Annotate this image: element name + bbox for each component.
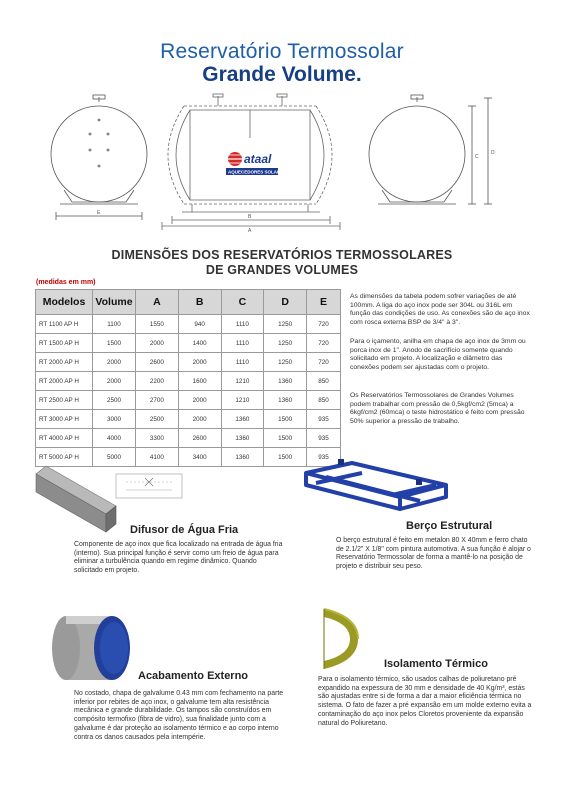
table-cell: 2000: [178, 410, 221, 429]
table-cell: 2500: [136, 410, 179, 429]
table-cell: 1360: [221, 429, 264, 448]
table-cell: 1500: [264, 410, 307, 429]
table-cell: 2500: [93, 391, 136, 410]
table-cell: 2000: [93, 372, 136, 391]
table-cell: 1360: [264, 391, 307, 410]
acabamento-text: No costado, chapa de galvalume 0.43 mm com fechamento na parte inferior por rebites de aço inox, o galvalume tem alta resistência mecânica e grande durabilidade. Os tampos são construídos em compósito termofixo (fibra de vidro), sua finalidade junto com a galvalume é dar proteção ao isolamento térmico e ao corpo interno contra os danos causados pela intempérie.: [74, 690, 284, 741]
table-cell: 1550: [136, 315, 179, 334]
dimensions-heading-line2: DE GRANDES VOLUMES: [205, 263, 359, 277]
table-cell: 2000: [93, 353, 136, 372]
header-c: C: [221, 290, 264, 315]
berco-title: Berço Estrutural: [406, 520, 493, 532]
table-cell: 1250: [264, 315, 307, 334]
dim-label-d: D: [491, 150, 495, 156]
table-cell: 935: [307, 410, 341, 429]
table-cell: 850: [307, 372, 341, 391]
table-cell: RT 2000 AP H: [36, 353, 93, 372]
difusor-illustration: [28, 460, 188, 550]
technical-drawings: [42, 92, 522, 232]
table-cell: RT 4000 AP H: [36, 429, 93, 448]
table-cell: 1500: [93, 334, 136, 353]
table-cell: 1110: [221, 334, 264, 353]
table-cell: RT 3000 AP H: [36, 410, 93, 429]
table-row: [36, 315, 341, 334]
table-cell: 720: [307, 315, 341, 334]
table-row: [36, 353, 341, 372]
table-cell: 2000: [136, 334, 179, 353]
left-end-view: [51, 95, 147, 220]
table-cell: 2000: [178, 391, 221, 410]
table-cell: 2600: [178, 429, 221, 448]
table-cell: 2000: [178, 353, 221, 372]
table-cell: 1360: [221, 410, 264, 429]
difusor-title: Difusor de Água Fria: [130, 524, 239, 536]
logo-wordmark: ataal: [244, 152, 272, 166]
table-cell: 850: [307, 391, 341, 410]
table-cell: RT 1500 AP H: [36, 334, 93, 353]
acabamento-title: Acabamento Externo: [138, 670, 249, 682]
table-cell: 3300: [136, 429, 179, 448]
table-cell: RT 2500 AP H: [36, 391, 93, 410]
isolamento-title: Isolamento Térmico: [384, 658, 488, 670]
table-cell: 1250: [264, 334, 307, 353]
table-cell: 4100: [136, 448, 179, 467]
page-title-line1: Reservatório Termossolar: [160, 40, 404, 63]
isolamento-text: Para o isolamento térmico, são usados calhas de poliuretano pré expandido na expessura de 30 mm e densidade de 40 Kg/m³, estás são ajustadas entre si de forma a dar a maior eficiência térmica no sistema. O fato de fazer a pré expansão em um molde externo evita a contaminação do aço inox pelos Cloretos proveniente da expansão natural do Poliuretano.: [318, 676, 532, 727]
table-cell: 1600: [178, 372, 221, 391]
header-a: A: [136, 290, 179, 315]
table-cell: 940: [178, 315, 221, 334]
header-b: B: [178, 290, 221, 315]
table-cell: 1110: [221, 353, 264, 372]
units-note: (medidas em mm): [36, 279, 96, 286]
table-row: [36, 429, 341, 448]
header-d: D: [264, 290, 307, 315]
table-cell: 1110: [221, 315, 264, 334]
table-cell: 1360: [264, 372, 307, 391]
acabamento-illustration: [42, 600, 142, 690]
dimensions-table: [35, 289, 341, 467]
dim-label-e-left: E: [97, 210, 101, 216]
table-row: [36, 334, 341, 353]
table-cell: 3000: [93, 410, 136, 429]
table-cell: 2200: [136, 372, 179, 391]
right-end-view: [369, 95, 492, 204]
ataal-logo: [226, 152, 286, 175]
table-cell: 935: [307, 429, 341, 448]
table-cell: 935: [307, 448, 341, 467]
table-cell: 1500: [264, 448, 307, 467]
table-cell: 1210: [221, 391, 264, 410]
table-cell: 720: [307, 353, 341, 372]
berco-text: O berço estrutural é feito em metalon 80 X 40mm e ferro chato de 2.1/2" X 1/8" com pintura automotiva. A sua função é alojar o Reservatório Termossolar de forma a mantê-lo na posição de projeto e distribuir seu peso.: [336, 537, 531, 571]
table-cell: 1500: [264, 429, 307, 448]
dim-label-a: A: [248, 228, 252, 232]
table-cell: 5000: [93, 448, 136, 467]
table-header-row: [36, 290, 341, 315]
table-cell: 1210: [221, 372, 264, 391]
header-modelos: Modelos: [36, 290, 93, 315]
page-title-line2: Grande Volume.: [202, 63, 362, 86]
table-row: [36, 410, 341, 429]
dim-label-c: C: [475, 154, 479, 160]
table-cell: RT 1100 AP H: [36, 315, 93, 334]
table-row: [36, 391, 341, 410]
dimensions-heading-line1: DIMENSÕES DOS RESERVATÓRIOS TERMOSSOLARES: [111, 248, 453, 262]
table-cell: RT 2000 AP H: [36, 372, 93, 391]
isolamento-illustration: [318, 603, 378, 673]
difusor-text: Componente de aço inox que fica localizado na entrada de água fria (interno). Sua principal função é servir como um freio de água para eliminar a turbulência quando em regime dinâmico. Quando solicitado em projeto.: [74, 541, 283, 575]
table-cell: 1250: [264, 353, 307, 372]
table-cell: 720: [307, 334, 341, 353]
header-volume: Volume: [93, 290, 136, 315]
table-body: [36, 315, 341, 467]
table-cell: 2600: [136, 353, 179, 372]
table-cell: 1100: [93, 315, 136, 334]
table-cell: 3400: [178, 448, 221, 467]
side-note-3: Os Reservatórios Termossolares de Grandes Volumes podem trabalhar com pressão de 0,5kgf/cm2 (5mca) a 6kgf/cm2 (60mca) o teste hidrostático é feito com pressão 50% superior a pressão de trabalho.: [350, 392, 525, 425]
side-note-1: As dimensões da tabela podem sofrer variações de até 100mm. A liga do aço inox pode ser 304L ou 316L em função das condições de uso. As conexões são de aço inox com rosca externa BSP de 3/4" à 3".: [350, 293, 530, 326]
side-note-2: Para o içamento, anilha em chapa de aço inox de 3mm ou porca inox de 1". Anodo de sacrifício somente quando solicitado em projeto. A localização e diâmetro das conexões podem ser ajustadas com o projeto.: [350, 338, 526, 371]
logo-tagline: AQUECEDORES SOLARES: [228, 169, 287, 175]
table-row: [36, 372, 341, 391]
table-cell: 1360: [221, 448, 264, 467]
dim-label-b: B: [248, 214, 252, 220]
table-cell: 2700: [136, 391, 179, 410]
table-cell: 4000: [93, 429, 136, 448]
table-cell: 1400: [178, 334, 221, 353]
table-cell: RT 5000 AP H: [36, 448, 93, 467]
header-e: E: [307, 290, 341, 315]
